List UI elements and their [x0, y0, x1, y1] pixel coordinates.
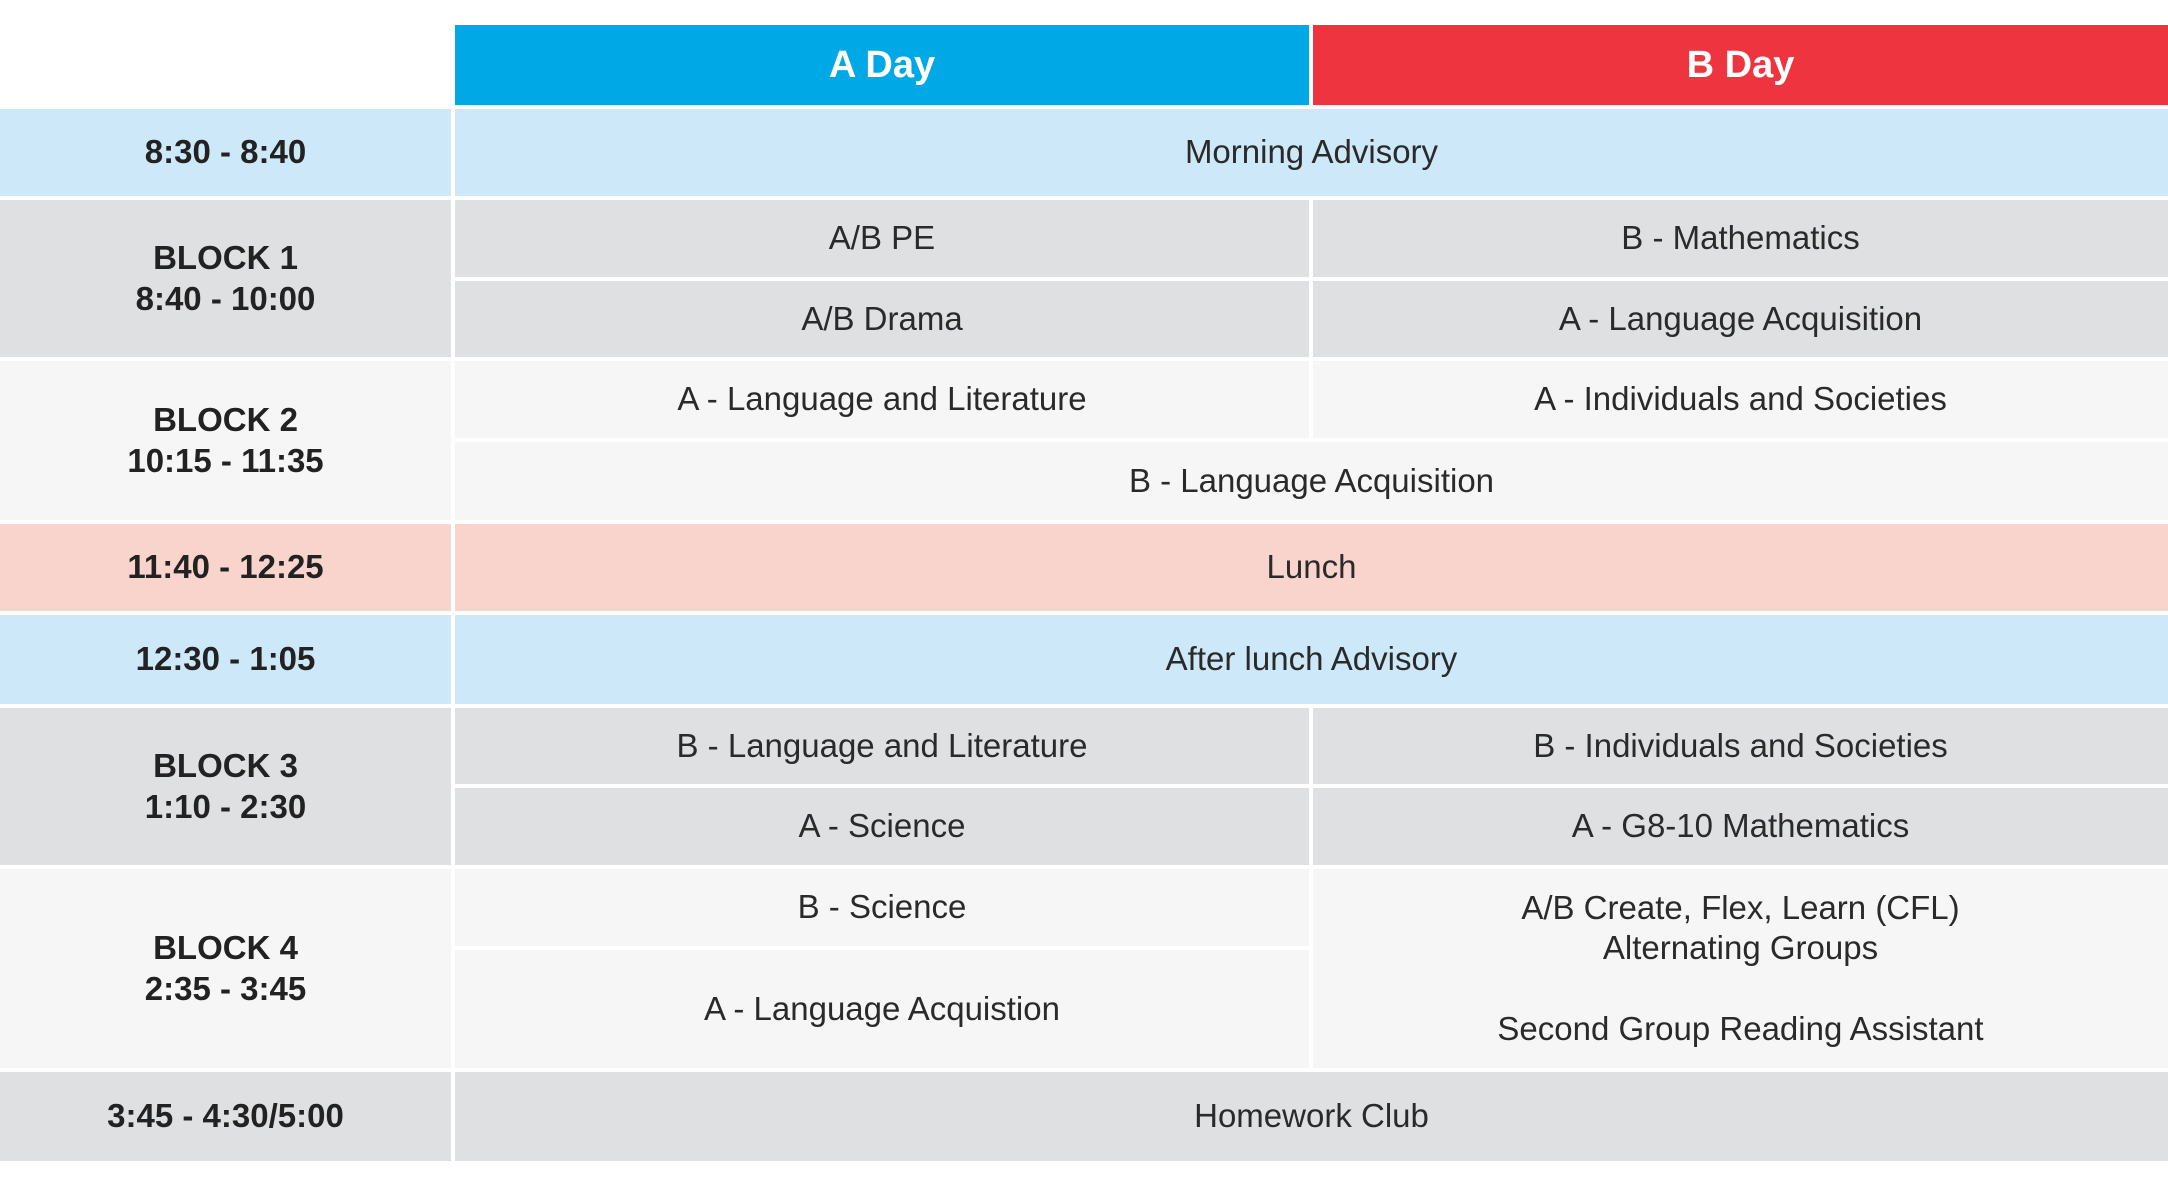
header-a-day: A Day — [455, 25, 1309, 105]
block-time: 10:15 - 11:35 — [127, 441, 324, 479]
cfl-line-2: Alternating Groups — [1602, 929, 1879, 967]
block-4-a-day-2: A - Language Acquistion — [455, 950, 1309, 1068]
header-b-day: B Day — [1313, 25, 2168, 105]
block-time: 1:10 - 2:30 — [144, 787, 307, 825]
block-1-b-day-1: B - Mathematics — [1313, 200, 2168, 277]
block-1-time — [0, 200, 451, 357]
block-3-time — [0, 708, 451, 865]
time-label: 3:45 - 4:30/5:00 — [107, 1097, 344, 1135]
time-lunch — [0, 524, 451, 611]
block-time: 8:40 - 10:00 — [135, 279, 316, 317]
block-4-b-day-cfl — [1313, 869, 2168, 1068]
time-label: 8:30 - 8:40 — [144, 133, 307, 171]
block-4-time — [0, 869, 451, 1068]
block-label: BLOCK 2 — [153, 401, 298, 439]
block-2-b-day-1: A - Individuals and Societies — [1313, 361, 2168, 438]
block-label: BLOCK 3 — [153, 747, 298, 785]
block-label: BLOCK 4 — [153, 929, 298, 967]
block-2-time — [0, 361, 451, 520]
block-3-a-day-2: A - Science — [455, 788, 1309, 865]
after-lunch-advisory-cell: After lunch Advisory — [455, 615, 2168, 704]
block-4-a-day-1: B - Science — [455, 869, 1309, 946]
block-1-a-day-1: A/B PE — [455, 200, 1309, 277]
lunch-cell: Lunch — [455, 524, 2168, 611]
block-label: BLOCK 1 — [153, 239, 298, 277]
time-homework-club — [0, 1072, 451, 1161]
block-2-a-day-1: A - Language and Literature — [455, 361, 1309, 438]
morning-advisory-cell: Morning Advisory — [455, 109, 2168, 196]
cfl-line-3: Second Group Reading Assistant — [1497, 1009, 1984, 1047]
cfl-line-1: A/B Create, Flex, Learn (CFL) — [1521, 889, 1960, 927]
time-after-lunch — [0, 615, 451, 704]
block-time: 2:35 - 3:45 — [144, 969, 307, 1007]
time-morning-advisory — [0, 109, 451, 196]
block-3-b-day-2: A - G8-10 Mathematics — [1313, 788, 2168, 865]
block-1-a-day-2: A/B Drama — [455, 281, 1309, 357]
block-1-b-day-2: A - Language Acquisition — [1313, 281, 2168, 357]
block-3-b-day-1: B - Individuals and Societies — [1313, 708, 2168, 784]
homework-club-cell: Homework Club — [455, 1072, 2168, 1161]
time-label: 12:30 - 1:05 — [135, 640, 316, 678]
time-label: 11:40 - 12:25 — [127, 548, 324, 586]
block-2-span: B - Language Acquisition — [455, 442, 2168, 520]
block-3-a-day-1: B - Language and Literature — [455, 708, 1309, 784]
